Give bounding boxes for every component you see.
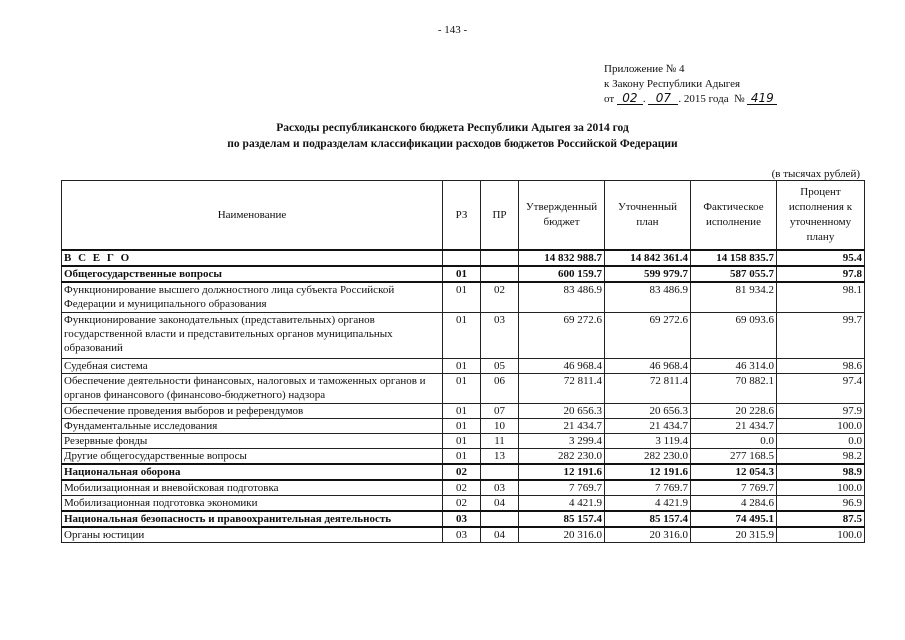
col-header-pr: ПР (481, 181, 519, 251)
cell-pr (481, 266, 519, 282)
title-line-2: по разделам и подразделам классификации расходов бюджетов Российской Федерации (227, 138, 678, 150)
cell-pr: 10 (481, 419, 519, 434)
budget-table (61, 180, 865, 543)
cell-percent: 100.0 (777, 527, 865, 543)
table-body (62, 250, 865, 543)
cell-actual: 20 315.9 (691, 527, 777, 543)
cell-percent: 100.0 (777, 480, 865, 496)
cell-pr (481, 250, 519, 266)
cell-rz (443, 250, 481, 266)
appendix-line-1: Приложение № 4 (604, 63, 685, 75)
cell-actual: 587 055.7 (691, 266, 777, 282)
table-row (62, 282, 865, 313)
table-row (62, 480, 865, 496)
cell-revised: 20 656.3 (605, 404, 691, 419)
cell-approved: 72 811.4 (519, 374, 605, 404)
page-number: - 143 - (437, 24, 468, 36)
cell-revised: 3 119.4 (605, 434, 691, 449)
cell-percent: 98.9 (777, 464, 865, 480)
cell-pr: 03 (481, 480, 519, 496)
cell-name: Мобилизационная подготовка экономики (62, 496, 443, 512)
table-header-row (62, 181, 865, 251)
cell-name: Мобилизационная и вневойсковая подготовка (62, 480, 443, 496)
cell-name: Резервные фонды (62, 434, 443, 449)
cell-pr: 02 (481, 282, 519, 313)
table-row (62, 527, 865, 543)
cell-name: Национальная безопасность и правоохранительная деятельность (62, 511, 443, 527)
law-year: 2015 года (683, 93, 729, 105)
table-row (62, 266, 865, 282)
table-row (62, 250, 865, 266)
cell-revised: 4 421.9 (605, 496, 691, 512)
cell-percent: 95.4 (777, 250, 865, 266)
cell-rz: 01 (443, 282, 481, 313)
cell-pr: 07 (481, 404, 519, 419)
cell-revised: 7 769.7 (605, 480, 691, 496)
cell-actual: 12 054.3 (691, 464, 777, 480)
cell-pr: 03 (481, 313, 519, 359)
cell-pr: 04 (481, 496, 519, 512)
cell-percent: 99.7 (777, 313, 865, 359)
cell-approved: 7 769.7 (519, 480, 605, 496)
cell-rz: 02 (443, 496, 481, 512)
cell-percent: 100.0 (777, 419, 865, 434)
cell-revised: 46 968.4 (605, 359, 691, 374)
cell-pr: 04 (481, 527, 519, 543)
col-header-percent: Процент исполнения к уточненному плану (777, 181, 865, 251)
cell-name: Фундаментальные исследования (62, 419, 443, 434)
cell-actual: 81 934.2 (691, 282, 777, 313)
cell-approved: 4 421.9 (519, 496, 605, 512)
cell-actual: 7 769.7 (691, 480, 777, 496)
table-row (62, 404, 865, 419)
cell-actual: 14 158 835.7 (691, 250, 777, 266)
cell-percent: 0.0 (777, 434, 865, 449)
appendix-line-2: к Закону Республики Адыгея (604, 78, 741, 90)
table-row (62, 496, 865, 512)
table-row (62, 313, 865, 359)
cell-approved: 69 272.6 (519, 313, 605, 359)
cell-approved: 20 656.3 (519, 404, 605, 419)
cell-name: Другие общегосударственные вопросы (62, 449, 443, 465)
cell-percent: 97.8 (777, 266, 865, 282)
col-header-rz: РЗ (443, 181, 481, 251)
cell-revised: 21 434.7 (605, 419, 691, 434)
cell-name: Судебная система (62, 359, 443, 374)
cell-rz: 03 (443, 527, 481, 543)
appendix-prefix: от (604, 93, 615, 105)
cell-percent: 87.5 (777, 511, 865, 527)
cell-actual: 277 168.5 (691, 449, 777, 465)
cell-actual: 20 228.6 (691, 404, 777, 419)
cell-rz: 01 (443, 374, 481, 404)
units-note: (в тысячах рублей) (771, 168, 860, 180)
cell-rz: 01 (443, 434, 481, 449)
cell-name: Общегосударственные вопросы (62, 266, 443, 282)
cell-rz: 01 (443, 313, 481, 359)
cell-rz: 01 (443, 404, 481, 419)
cell-rz: 02 (443, 464, 481, 480)
table-row (62, 434, 865, 449)
cell-revised: 12 191.6 (605, 464, 691, 480)
law-number: 419 (747, 92, 777, 105)
cell-name: Функционирование законодательных (представительных) органов государственной власти и представительных органов муниципальных образований (62, 313, 443, 359)
cell-revised: 20 316.0 (605, 527, 691, 543)
cell-actual: 46 314.0 (691, 359, 777, 374)
cell-percent: 98.2 (777, 449, 865, 465)
cell-revised: 69 272.6 (605, 313, 691, 359)
cell-rz: 01 (443, 449, 481, 465)
cell-actual: 69 093.6 (691, 313, 777, 359)
cell-approved: 85 157.4 (519, 511, 605, 527)
cell-pr: 05 (481, 359, 519, 374)
law-number-label: № (734, 93, 745, 105)
table-row (62, 464, 865, 480)
cell-approved: 3 299.4 (519, 434, 605, 449)
table-row (62, 449, 865, 465)
cell-name: Обеспечение проведения выборов и референдумов (62, 404, 443, 419)
title-line-1: Расходы республиканского бюджета Республики Адыгея за 2014 год (276, 122, 629, 134)
cell-percent: 96.9 (777, 496, 865, 512)
cell-rz: 01 (443, 419, 481, 434)
cell-approved: 83 486.9 (519, 282, 605, 313)
cell-percent: 98.1 (777, 282, 865, 313)
cell-rz: 01 (443, 359, 481, 374)
cell-approved: 14 832 988.7 (519, 250, 605, 266)
cell-revised: 85 157.4 (605, 511, 691, 527)
cell-name: В С Е Г О (62, 250, 443, 266)
cell-revised: 72 811.4 (605, 374, 691, 404)
cell-pr: 11 (481, 434, 519, 449)
law-day: 02 (617, 92, 643, 105)
cell-actual: 4 284.6 (691, 496, 777, 512)
table-row (62, 359, 865, 374)
table-row (62, 419, 865, 434)
cell-name: Обеспечение деятельности финансовых, налоговых и таможенных органов и органов финансового (финансово-бюджетного) надзора (62, 374, 443, 404)
cell-revised: 83 486.9 (605, 282, 691, 313)
cell-actual: 70 882.1 (691, 374, 777, 404)
cell-approved: 21 434.7 (519, 419, 605, 434)
cell-percent: 97.9 (777, 404, 865, 419)
cell-approved: 20 316.0 (519, 527, 605, 543)
cell-percent: 97.4 (777, 374, 865, 404)
cell-name: Функционирование высшего должностного лица субъекта Российской Федерации и муниципального образования (62, 282, 443, 313)
cell-rz: 02 (443, 480, 481, 496)
cell-approved: 12 191.6 (519, 464, 605, 480)
cell-revised: 14 842 361.4 (605, 250, 691, 266)
col-header-name: Наименование (62, 181, 443, 251)
cell-rz: 03 (443, 511, 481, 527)
cell-actual: 0.0 (691, 434, 777, 449)
cell-revised: 599 979.7 (605, 266, 691, 282)
col-header-revised: Уточненный план (605, 181, 691, 251)
col-header-approved: Утвержденный бюджет (519, 181, 605, 251)
law-month: 07 (648, 92, 678, 105)
cell-approved: 600 159.7 (519, 266, 605, 282)
appendix-line-3: от 02 . 07 . 2015 года № 419 (604, 92, 777, 107)
cell-rz: 01 (443, 266, 481, 282)
appendix-block (604, 62, 777, 107)
cell-approved: 46 968.4 (519, 359, 605, 374)
document-title (0, 120, 905, 152)
cell-name: Национальная оборона (62, 464, 443, 480)
cell-revised: 282 230.0 (605, 449, 691, 465)
col-header-actual: Фактическое исполнение (691, 181, 777, 251)
table-row (62, 511, 865, 527)
cell-name: Органы юстиции (62, 527, 443, 543)
table-row (62, 374, 865, 404)
cell-percent: 98.6 (777, 359, 865, 374)
cell-pr (481, 511, 519, 527)
cell-actual: 74 495.1 (691, 511, 777, 527)
cell-pr: 13 (481, 449, 519, 465)
cell-pr (481, 464, 519, 480)
cell-actual: 21 434.7 (691, 419, 777, 434)
cell-pr: 06 (481, 374, 519, 404)
cell-approved: 282 230.0 (519, 449, 605, 465)
